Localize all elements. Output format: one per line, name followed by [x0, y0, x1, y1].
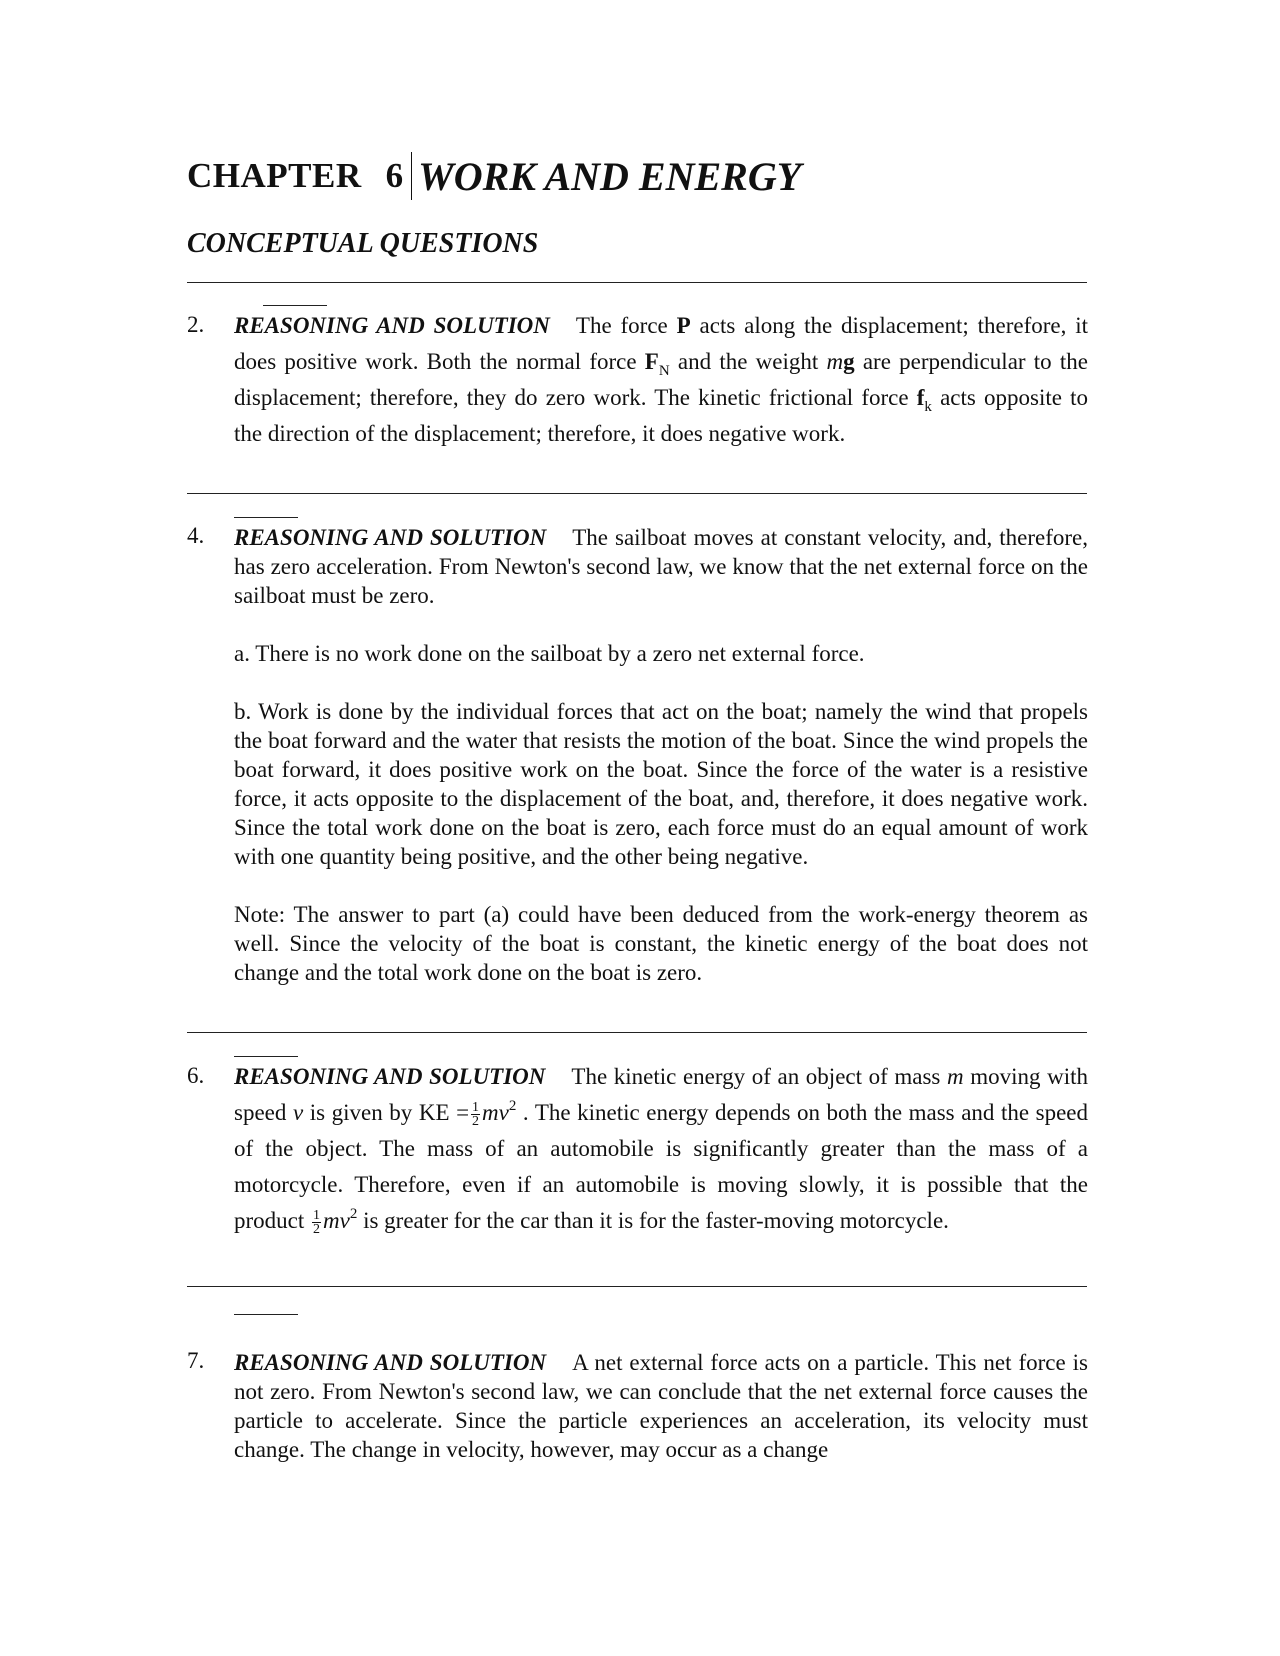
chapter-title: WORK AND ENERGY	[418, 153, 802, 199]
fraction: $\frac{1}{2}$	[313, 1208, 321, 1238]
short-rule	[234, 1056, 298, 1057]
short-rule	[263, 305, 327, 306]
divider-rule	[187, 493, 1087, 494]
reasoning-tag: REASONING AND SOLUTION	[234, 1064, 546, 1089]
chapter-separator	[411, 152, 412, 200]
divider-rule	[187, 1032, 1087, 1033]
reasoning-tag: REASONING AND SOLUTION	[234, 313, 550, 338]
section-title: CONCEPTUAL QUESTIONS	[187, 228, 539, 259]
question-4-body	[234, 523, 1088, 987]
question-number: 6.	[187, 1063, 205, 1088]
fraction: $\frac{1}{2}$	[472, 1100, 480, 1130]
chapter-number: 6	[385, 156, 404, 195]
short-rule	[234, 1314, 298, 1315]
reasoning-tag: REASONING AND SOLUTION	[234, 1350, 547, 1375]
question-7-body: REASONING AND SOLUTION A net external force acts on a particle. This net force is not zero. From Newton's second law, we can conclude that the net external force causes the particle to accelerate. Since the particle experiences an acceleration, its velocity must change. The change in velocity, however, may occur as a change	[234, 1350, 1088, 1462]
question-number: 2.	[187, 312, 205, 337]
paragraph: REASONING AND SOLUTION The sailboat moves at constant velocity, and, therefore, has zero acceleration. From Newton's second law, we know that the net external force on the sailboat must be zero.	[234, 525, 1088, 608]
divider-rule	[187, 282, 1087, 283]
short-rule	[234, 517, 298, 518]
note: Note: The answer to part (a) could have been deduced from the work-energy theorem as well. Since the velocity of the boat is constant, the kinetic energy of the boat does not change and the total work done on the boat is zero.	[234, 902, 1088, 985]
question-number: 4.	[187, 523, 205, 548]
question-number: 7.	[187, 1348, 205, 1373]
question-6-body: REASONING AND SOLUTION The kinetic energy of an object of mass m moving with speed v is given by KE = $\frac{1}{2}$ $mv^2$ . The kinetic energy depends on both the mass and the speed of the object. The mass of an automobile is significantly greater than the mass of a motorcycle. Therefore, even if an automobile is moving slowly, it is possible that the product $\frac{1}{2}$ $mv^2$ is greater for the car than it is for the faster-moving motorcycle.	[234, 1064, 1088, 1238]
divider-rule	[187, 1286, 1087, 1287]
part-a: a. There is no work done on the sailboat by a zero net external force.	[234, 641, 865, 666]
chapter-label: CHAPTER	[187, 156, 362, 195]
reasoning-tag: REASONING AND SOLUTION	[234, 525, 547, 550]
chapter-heading	[187, 150, 801, 202]
part-b: b. Work is done by the individual forces that act on the boat; namely the wind that propels the boat forward and the water that resists the motion of the boat. Since the wind propels the boat forward, it does positive work on the boat. Since the force of the water is a resistive force, it acts opposite to the displacement of the boat, and, therefore, it does negative work. Since the total work done on the boat is zero, each force must do an equal amount of work with one quantity being positive, and the other being negative.	[234, 699, 1088, 869]
question-2-body: REASONING AND SOLUTION The force P acts along the displacement; therefore, it does positive work. Both the normal force $F_N$ and the weight mg are perpendicular to the displacement; therefore, they do zero work. The kinetic frictional force $f_k$ acts opposite to the direction of the displacement; therefore, it does negative work.	[234, 313, 1088, 446]
